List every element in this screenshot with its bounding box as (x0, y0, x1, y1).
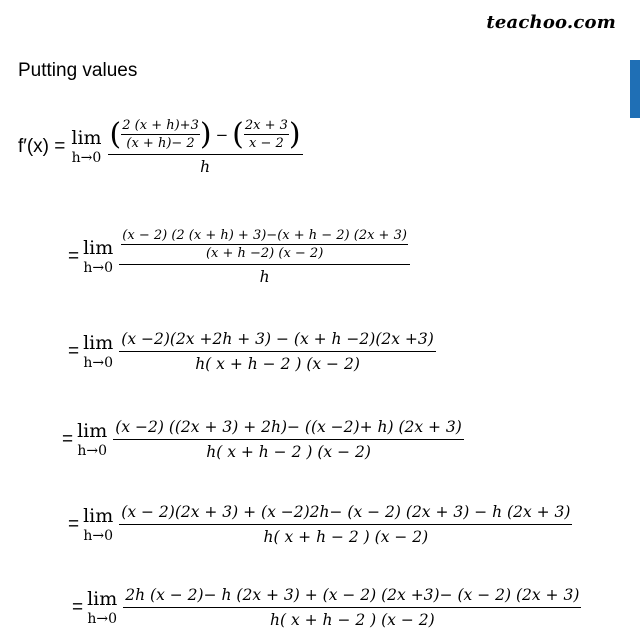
limit-subscript: h→0 (77, 442, 108, 459)
scrollbar-thumb[interactable] (630, 60, 640, 118)
equals-sign: = (68, 340, 80, 362)
right-paren: ) (199, 116, 212, 152)
limit-word: lim (87, 587, 118, 610)
equation-row-1 (18, 118, 303, 176)
step2-denominator: h (119, 264, 410, 286)
step1-term-a (121, 118, 200, 151)
section-heading: Putting values (18, 60, 138, 81)
limit-subscript: h→0 (71, 150, 102, 166)
step5-numerator: (x − 2)(2x + 3) + (x −2)2h− (x − 2) (2x + 3) − h (2x + 3) (121, 503, 571, 521)
left-paren: ( (232, 116, 244, 152)
term-a-denominator: (x + h)− 2 (121, 134, 200, 151)
term-a-numerator: 2 (x + h)+3 (122, 118, 199, 133)
equals-sign: = (72, 596, 84, 618)
limit-word: lim (83, 331, 114, 354)
step4-fraction (113, 418, 464, 461)
limit-subscript: h→0 (83, 260, 114, 276)
minus-sign: − (215, 125, 229, 144)
right-paren: ) (288, 116, 301, 152)
limit-subscript: h→0 (87, 610, 118, 627)
limit-operator (77, 419, 108, 459)
limit-word: lim (77, 419, 108, 442)
step6-numerator: 2h (x − 2)− h (2x + 3) + (x − 2) (2x +3)− (x − 2) (2x + 3) (125, 586, 580, 604)
step2-numerator (119, 228, 410, 264)
step2-inner-fraction (121, 228, 408, 261)
teachoo-logo: teachoo.com (486, 12, 616, 33)
step3-numerator: (x −2)(2x +2h + 3) − (x + h −2)(2x +3) (121, 330, 434, 348)
step2-fraction (119, 228, 410, 286)
step6-denominator: h( x + h − 2 ) (x − 2) (123, 607, 581, 629)
limit-subscript: h→0 (83, 354, 114, 371)
step4-denominator: h( x + h − 2 ) (x − 2) (113, 439, 464, 461)
step1-numerator (108, 118, 303, 154)
left-paren: ( (109, 116, 122, 152)
inner-numerator: (x − 2) (2 (x + h) + 3)−(x + h − 2) (2x + 3) (122, 228, 407, 243)
step1-term-b (244, 118, 289, 151)
term-b-numerator: 2x + 3 (244, 118, 288, 133)
limit-word: lim (71, 127, 102, 149)
lhs-derivative: f′(x) = (18, 136, 66, 157)
step3-fraction (119, 330, 436, 373)
equation-row-4 (62, 418, 464, 461)
equals-sign: = (62, 428, 74, 450)
equation-row-3 (68, 330, 436, 373)
step1-fraction (108, 118, 303, 176)
limit-operator (83, 331, 114, 371)
limit-operator (71, 129, 101, 165)
step3-denominator: h( x + h − 2 ) (x − 2) (119, 351, 436, 373)
limit-operator (83, 504, 114, 544)
step4-numerator: (x −2) ((2x + 3) + 2h)− ((x −2)+ h) (2x + 3) (115, 418, 462, 436)
limit-word: lim (83, 237, 114, 259)
step1-denominator: h (108, 154, 303, 176)
equals-sign: = (68, 246, 80, 267)
equation-row-5 (68, 503, 572, 546)
limit-subscript: h→0 (83, 527, 114, 544)
equation-row-6 (72, 586, 581, 629)
limit-operator (87, 587, 118, 627)
step5-denominator: h( x + h − 2 ) (x − 2) (119, 524, 572, 546)
scrollbar[interactable] (630, 0, 640, 640)
term-b-denominator: x − 2 (244, 134, 289, 151)
limit-operator (83, 239, 113, 275)
inner-denominator: (x + h −2) (x − 2) (121, 244, 408, 261)
equation-row-2 (68, 228, 410, 286)
equals-sign: = (68, 513, 80, 535)
step6-fraction (123, 586, 581, 629)
limit-word: lim (83, 504, 114, 527)
step5-fraction (119, 503, 572, 546)
